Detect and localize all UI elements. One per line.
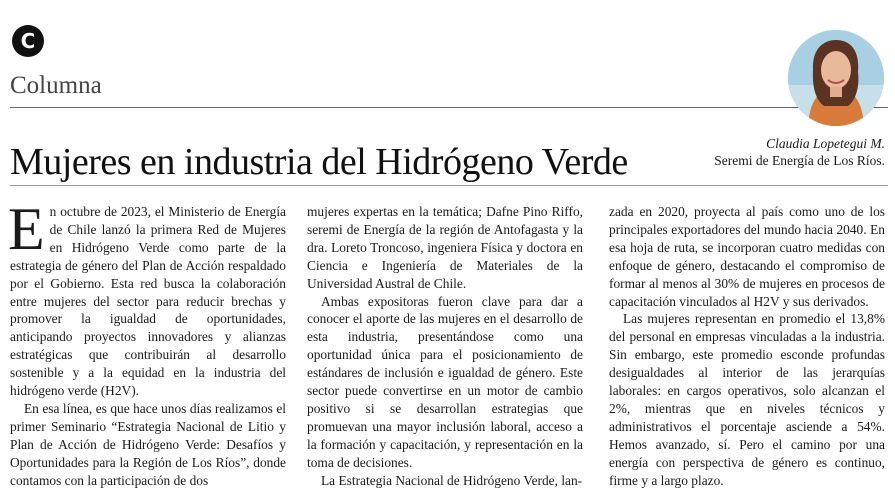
paragraph: mujeres expertas en la temática; Dafne Pino Riffo, seremi de Energía de la región de Antofagasta y la dra. Loreto Troncoso, ingeniera Física y doctora en Ciencia e Ingeniería de Materiales de la Universidad Austral de Chile. — [307, 204, 583, 291]
paragraph — [8, 196, 286, 400]
divider — [10, 185, 888, 186]
article-column-1 — [8, 196, 286, 490]
drop-cap: E — [8, 196, 45, 262]
author-role: Seremi de Energía de Los Ríos. — [714, 153, 885, 168]
author-portrait-icon — [788, 30, 884, 126]
paragraph-text: n octubre de 2023, el Ministerio de Energía de Chile lanzó la primera Red de Mujeres en Hidrógeno Verde como parte de la estrategia de género del Plan de Acción respaldado por el Gobierno. Esta red busca la colaboración entre mujeres del sector para reducir brechas y promover la igualdad de oportunidades, anticipando proyectos innovadores y alianzas estratégicas que contribuirán al desarrollo sostenible y a la equidad en la industria del hidrógeno verde (H2V). — [10, 204, 286, 399]
paragraph: La Estrategia Nacional de Hidrógeno Verde, lan- — [321, 472, 583, 488]
article-column-2 — [307, 203, 583, 490]
article-column-3 — [609, 203, 885, 490]
paragraph: Ambas expositoras fueron clave para dar a conocer el aporte de las mujeres en el desarrollo de esta industria, presentándose como una oportunidad única para el posicionamiento de estándares de inclusión e igualdad de género. Este sector puede convertirse en un motor de cambio positivo si se desarrollan estrategias que promuevan una mayor inclusión laboral, acceso a la formación y capacitación, y representación en la toma de decisiones. — [307, 293, 583, 470]
section-label: Columna — [10, 72, 102, 99]
paragraph: zada en 2020, proyecta al país como uno de los principales exportadores del mundo hacia 2040. En esa hoja de ruta, se incorporan cuatro medidas con enfoque de género, destacando el compromiso de formar al menos al 30% de mujeres en procesos de capacitación vinculados al H2V y sus derivados. — [609, 204, 885, 309]
headline: Mujeres en industria del Hidrógeno Verde — [10, 141, 628, 183]
paragraph: Las mujeres representan en promedio el 13,8% del personal en empresas vinculadas a la industria. Sin embargo, este promedio esconde profundas desigualdades al interior de las jerarquías laborales: en cargos operativos, solo alcanzan el 2%, mientras que en niveles técnicos y administrativos el porcentaje asciende a 54%. Hemos avanzado, sí. Pero el camino por una energía con perspectiva de género es continuo, firme y a largo plazo. — [609, 311, 885, 488]
author-byline — [714, 135, 885, 169]
author-name: Claudia Lopetegui M. — [766, 136, 885, 151]
author-photo — [788, 30, 884, 126]
paragraph: En esa línea, es que hace unos días realizamos el primer Seminario “Estrategia Nacional de Litio y Plan de Acción de Hidrógeno Verde: Desafíos y Oportunidades para la Región de Los Ríos”, donde contamos con la participación de dos — [10, 400, 286, 488]
column-logo-icon: C — [12, 25, 44, 57]
divider — [10, 107, 888, 108]
